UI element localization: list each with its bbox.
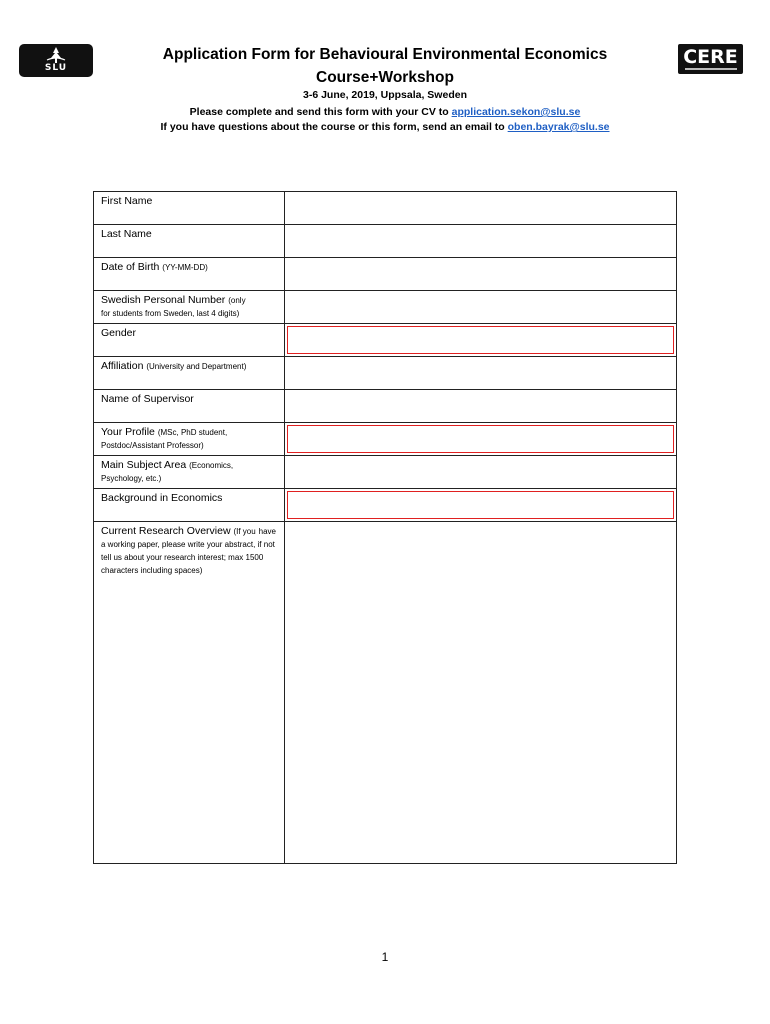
cere-logo-text: CERE [683, 46, 738, 68]
form-row-date-of-birth [94, 258, 677, 291]
form-row-profile [94, 423, 677, 456]
slu-logo [19, 44, 93, 77]
last-name-field[interactable] [285, 225, 677, 258]
date-of-birth-label: Date of Birth (YY-MM-DD) [94, 258, 285, 291]
date-of-birth-field[interactable] [285, 258, 677, 291]
form-row-research-overview [94, 522, 677, 864]
gender-label: Gender [94, 324, 285, 357]
gender-field[interactable] [285, 324, 677, 357]
profile-label: Your Profile (MSc, PhD student, Postdoc/Assistant Professor) [94, 423, 285, 456]
instruction-text: Please complete and send this form with your CV to [189, 106, 452, 118]
instruction-line [100, 106, 670, 118]
cere-logo-underline [685, 68, 737, 70]
page-title-line2: Course+Workshop [316, 69, 454, 86]
application-email-link[interactable]: application.sekon@slu.se [451, 106, 581, 118]
form-row-gender [94, 324, 677, 357]
research-overview-label: Current Research Overview (If you have a working paper, please write your abstract, if not tell us about your research interest; max 1500 characters including spaces) [94, 522, 285, 864]
slu-logo-text: SLU [44, 63, 68, 73]
personal-number-label: Swedish Personal Number (only for students from Sweden, last 4 digits) [94, 291, 285, 324]
subject-area-field[interactable] [285, 456, 677, 489]
supervisor-label: Name of Supervisor [94, 390, 285, 423]
economics-background-input-box[interactable] [287, 491, 674, 519]
first-name-field[interactable] [285, 192, 677, 225]
form-row-last-name [94, 225, 677, 258]
profile-field[interactable] [285, 423, 677, 456]
page-title-line1: Application Form for Behavioural Environmental Economics [162, 46, 608, 63]
form-row-subject-area [94, 456, 677, 489]
date-place: 3-6 June, 2019, Uppsala, Sweden [303, 89, 467, 101]
first-name-label: First Name [94, 192, 285, 225]
form-row-economics-background [94, 489, 677, 522]
cere-logo [678, 44, 743, 74]
affiliation-field[interactable] [285, 357, 677, 390]
form-row-affiliation [94, 357, 677, 390]
gender-input-box[interactable] [287, 326, 674, 354]
affiliation-label: Affiliation (University and Department) [94, 357, 285, 390]
questions-line [100, 121, 670, 133]
economics-background-label: Background in Economics [94, 489, 285, 522]
form-row-first-name [94, 192, 677, 225]
last-name-label: Last Name [94, 225, 285, 258]
subject-area-label: Main Subject Area (Economics, Psychology, etc.) [94, 456, 285, 489]
questions-text: If you have questions about the course or this form, send an email to [160, 121, 508, 133]
contact-email-link[interactable]: oben.bayrak@slu.se [507, 121, 610, 133]
application-form-table [93, 191, 677, 864]
form-row-personal-number [94, 291, 677, 324]
page-number: 1 [381, 950, 389, 964]
supervisor-field[interactable] [285, 390, 677, 423]
form-row-supervisor [94, 390, 677, 423]
profile-input-box[interactable] [287, 425, 674, 453]
tree-icon [46, 47, 66, 64]
economics-background-field[interactable] [285, 489, 677, 522]
personal-number-field[interactable] [285, 291, 677, 324]
research-overview-field[interactable] [285, 522, 677, 864]
